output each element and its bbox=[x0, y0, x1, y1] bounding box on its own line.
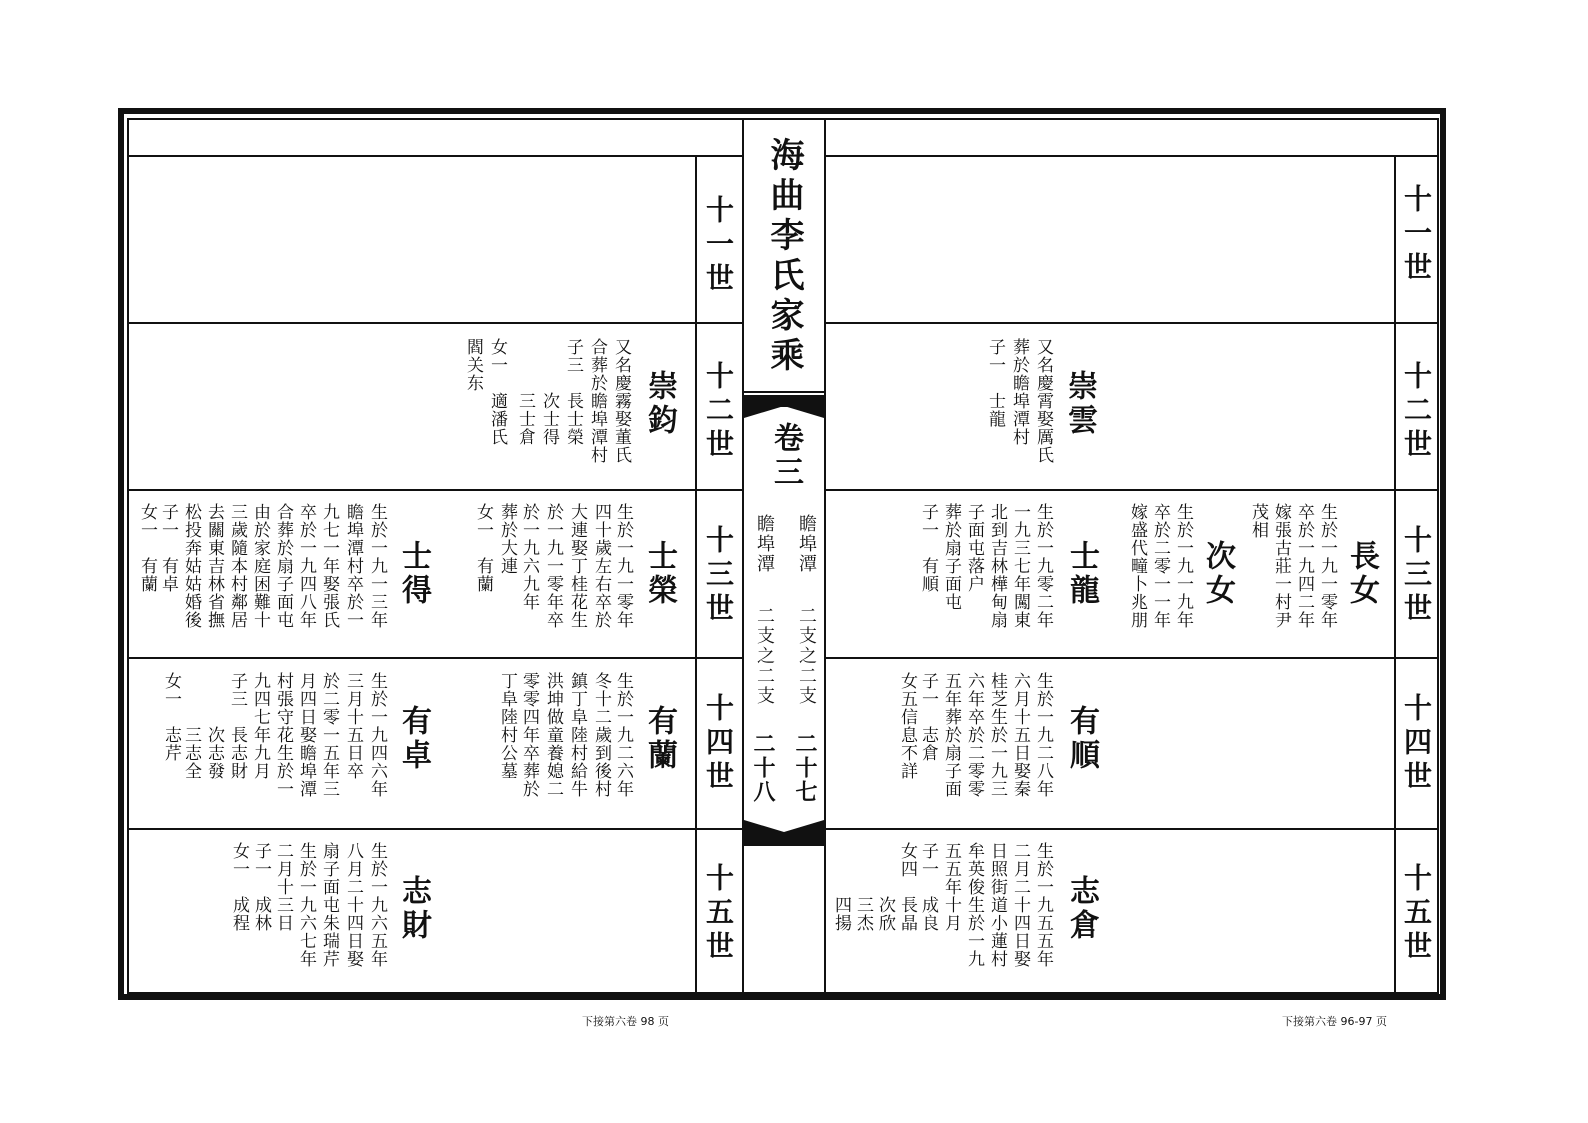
entry-line: 北到吉林樺甸扇 bbox=[987, 503, 1007, 629]
gen-label-11: 十一世 bbox=[1400, 184, 1433, 286]
spine-chevron-top bbox=[744, 404, 824, 420]
entry-line: 二月二十四日娶 bbox=[1010, 842, 1030, 968]
entry-line: 生於一九二六年 bbox=[613, 672, 633, 798]
entry-line: 子一 有卓 bbox=[158, 503, 178, 593]
entry-line: 一九三七年闖東 bbox=[1010, 503, 1030, 629]
entry-line: 生於一九五五年 bbox=[1033, 842, 1053, 968]
entry-line: 於二零一五年三 bbox=[319, 672, 339, 798]
rule bbox=[127, 322, 742, 324]
rule bbox=[826, 155, 1439, 157]
entry-line: 又名慶霄娶厲氏 bbox=[1033, 338, 1053, 464]
spine-branch-right: 二支之二支 bbox=[796, 606, 817, 706]
gen-label-13: 十三世 bbox=[1400, 525, 1433, 627]
entry-line: 生於一九一三年 bbox=[367, 503, 387, 629]
entry-line: 葬於大連 bbox=[497, 503, 517, 575]
entry-line: 子面屯落户 bbox=[964, 503, 984, 593]
entry-line: 卒於一九四二年 bbox=[1294, 503, 1314, 629]
entry-line: 閻关东 bbox=[463, 338, 483, 392]
person-name: 有卓 bbox=[396, 705, 431, 773]
entry-line: 茂相 bbox=[1248, 503, 1268, 539]
entry-line: 生於一九六七年 bbox=[296, 842, 316, 968]
entry-line: 女四 長晶 bbox=[897, 842, 917, 932]
rule bbox=[127, 657, 742, 659]
gen-col-divider bbox=[1394, 155, 1396, 994]
entry-line: 女一 適潘氏 bbox=[487, 338, 507, 446]
entry-line: 女一 成程 bbox=[229, 842, 249, 932]
person-name: 士榮 bbox=[642, 540, 677, 608]
entry-line: 次欣 bbox=[875, 842, 895, 932]
entry-line: 於一九一零年卒 bbox=[543, 503, 563, 629]
spine-branch-left: 二支之二支 bbox=[754, 606, 775, 706]
entry-line: 合葬於瞻埠潭村 bbox=[587, 338, 607, 464]
entry-line: 月四日娶瞻埠潭 bbox=[296, 672, 316, 798]
gen-col-divider bbox=[695, 155, 697, 994]
spine-rule bbox=[742, 391, 826, 393]
entry-line: 生於一九一零年 bbox=[1317, 503, 1337, 629]
entry-line: 三杰 bbox=[853, 842, 873, 932]
entry-line: 子三 長志財 bbox=[227, 672, 247, 780]
entry-line: 於一九六九年 bbox=[519, 503, 539, 611]
person-name: 崇雲 bbox=[1062, 370, 1097, 438]
spine-page-left: 二十八 bbox=[750, 732, 776, 804]
entry-line: 嫁張古莊一村尹 bbox=[1271, 503, 1291, 629]
person-name: 長女 bbox=[1344, 540, 1379, 608]
person-name: 有順 bbox=[1064, 705, 1099, 773]
entry-line: 卒於一九四八年 bbox=[296, 503, 316, 629]
person-name: 士得 bbox=[396, 540, 431, 608]
gen-label-12: 十二世 bbox=[702, 361, 735, 463]
entry-line: 三志全 bbox=[181, 672, 201, 780]
gen-label-11: 十一世 bbox=[702, 195, 735, 297]
entry-line: 九七一年娶張氏 bbox=[319, 503, 339, 629]
entry-line: 生於一九二八年 bbox=[1033, 672, 1053, 798]
entry-line: 子一 有順 bbox=[918, 503, 938, 593]
entry-line: 女五信息不詳 bbox=[897, 672, 917, 780]
entry-line: 冬十二歲到後村 bbox=[591, 672, 611, 798]
entry-line: 三月十五日卒 bbox=[343, 672, 363, 780]
footer-right: 下接第六卷 96-97 页 bbox=[1282, 1015, 1387, 1028]
gen-label-12: 十二世 bbox=[1400, 361, 1433, 463]
entry-line: 次志發 bbox=[204, 672, 224, 780]
volume-label: 卷三 bbox=[768, 422, 803, 490]
entry-line: 牟英俊生於一九 bbox=[964, 842, 984, 968]
entry-line: 由於家庭困難十 bbox=[250, 503, 270, 629]
entry-line: 子一 成林 bbox=[251, 842, 271, 932]
entry-line: 生於一九一零年 bbox=[613, 503, 633, 629]
entry-line: 六月十五日娶秦 bbox=[1010, 672, 1030, 798]
person-name: 次女 bbox=[1200, 540, 1235, 608]
spine-band-bottom bbox=[742, 836, 826, 846]
rule bbox=[826, 322, 1439, 324]
person-name: 有蘭 bbox=[642, 705, 677, 773]
entry-line: 零零四年卒葬於 bbox=[519, 672, 539, 798]
entry-line: 洪坤做童養媳二 bbox=[543, 672, 563, 798]
spine-place-right: 瞻埠潭 bbox=[796, 514, 817, 574]
entry-line: 三士倉 bbox=[515, 338, 535, 446]
footer-left: 下接第六卷 98 页 bbox=[582, 1015, 669, 1028]
rule bbox=[826, 828, 1439, 830]
entry-line: 五年葬於扇子面 bbox=[941, 672, 961, 798]
entry-line: 瞻埠潭村卒於一 bbox=[343, 503, 363, 629]
entry-line: 生於一九六五年 bbox=[367, 842, 387, 968]
rule bbox=[127, 155, 742, 157]
entry-line: 松投奔姑姑婚後 bbox=[181, 503, 201, 629]
entry-line: 生於一九一九年 bbox=[1173, 503, 1193, 629]
entry-line: 次士得 bbox=[539, 338, 559, 446]
entry-line: 四十歲左右卒於 bbox=[591, 503, 611, 629]
spine-place-left: 瞻埠潭 bbox=[754, 514, 775, 574]
entry-line: 生於一九零二年 bbox=[1033, 503, 1053, 629]
rule bbox=[826, 657, 1439, 659]
gen-label-14: 十四世 bbox=[702, 693, 735, 795]
entry-line: 葬於瞻埠潭村 bbox=[1009, 338, 1029, 446]
entry-line: 女一 志芹 bbox=[161, 672, 181, 762]
entry-line: 二月十三日 bbox=[273, 842, 293, 932]
entry-line: 生於一九四六年 bbox=[367, 672, 387, 798]
gen-label-15: 十五世 bbox=[702, 863, 735, 965]
entry-line: 葬於扇子面屯 bbox=[941, 503, 961, 611]
entry-line: 鎮丁阜陸村給牛 bbox=[567, 672, 587, 798]
entry-line: 日照街道小蓮村 bbox=[987, 842, 1007, 968]
entry-line: 子一 志倉 bbox=[918, 672, 938, 762]
entry-line: 大連娶丁桂花生 bbox=[567, 503, 587, 629]
entry-line: 丁阜陸村公墓 bbox=[497, 672, 517, 780]
entry-line: 九四七年九月 bbox=[250, 672, 270, 780]
gen-label-15: 十五世 bbox=[1400, 863, 1433, 965]
book-title: 海曲李氏家乘 bbox=[764, 137, 804, 377]
person-name: 崇鈞 bbox=[642, 370, 677, 438]
entry-line: 又名慶霧娶董氏 bbox=[611, 338, 631, 464]
person-name: 士龍 bbox=[1064, 540, 1099, 608]
entry-line: 四揚 bbox=[831, 842, 851, 932]
entry-line: 合葬於扇子面屯 bbox=[273, 503, 293, 629]
gen-label-13: 十三世 bbox=[702, 525, 735, 627]
entry-line: 卒於二零一一年 bbox=[1150, 503, 1170, 629]
person-name: 志財 bbox=[396, 875, 431, 943]
entry-line: 子一 士龍 bbox=[985, 338, 1005, 428]
rule bbox=[826, 489, 1439, 491]
entry-line: 桂芝生於一九三 bbox=[987, 672, 1007, 798]
rule bbox=[127, 489, 742, 491]
entry-line: 村張守花生於一 bbox=[273, 672, 293, 798]
entry-line: 六年卒於二零零 bbox=[964, 672, 984, 798]
entry-line: 嫁盛代疃卜兆朋 bbox=[1127, 503, 1147, 629]
entry-line: 子一 成良 bbox=[918, 842, 938, 932]
entry-line: 女一 有蘭 bbox=[137, 503, 157, 593]
gen-label-14: 十四世 bbox=[1400, 693, 1433, 795]
entry-line: 五五年十月 bbox=[941, 842, 961, 932]
entry-line: 去關東吉林省撫 bbox=[204, 503, 224, 629]
entry-line: 女一 有蘭 bbox=[473, 503, 493, 593]
entry-line: 三歲隨本村鄰居 bbox=[227, 503, 247, 629]
entry-line: 子三 長士榮 bbox=[563, 338, 583, 446]
spine-page-right: 二十七 bbox=[792, 732, 818, 804]
person-name: 志倉 bbox=[1064, 875, 1099, 943]
entry-line: 扇子面屯朱瑞芹 bbox=[319, 842, 339, 968]
entry-line: 八月二十四日娶 bbox=[343, 842, 363, 968]
rule bbox=[127, 828, 742, 830]
